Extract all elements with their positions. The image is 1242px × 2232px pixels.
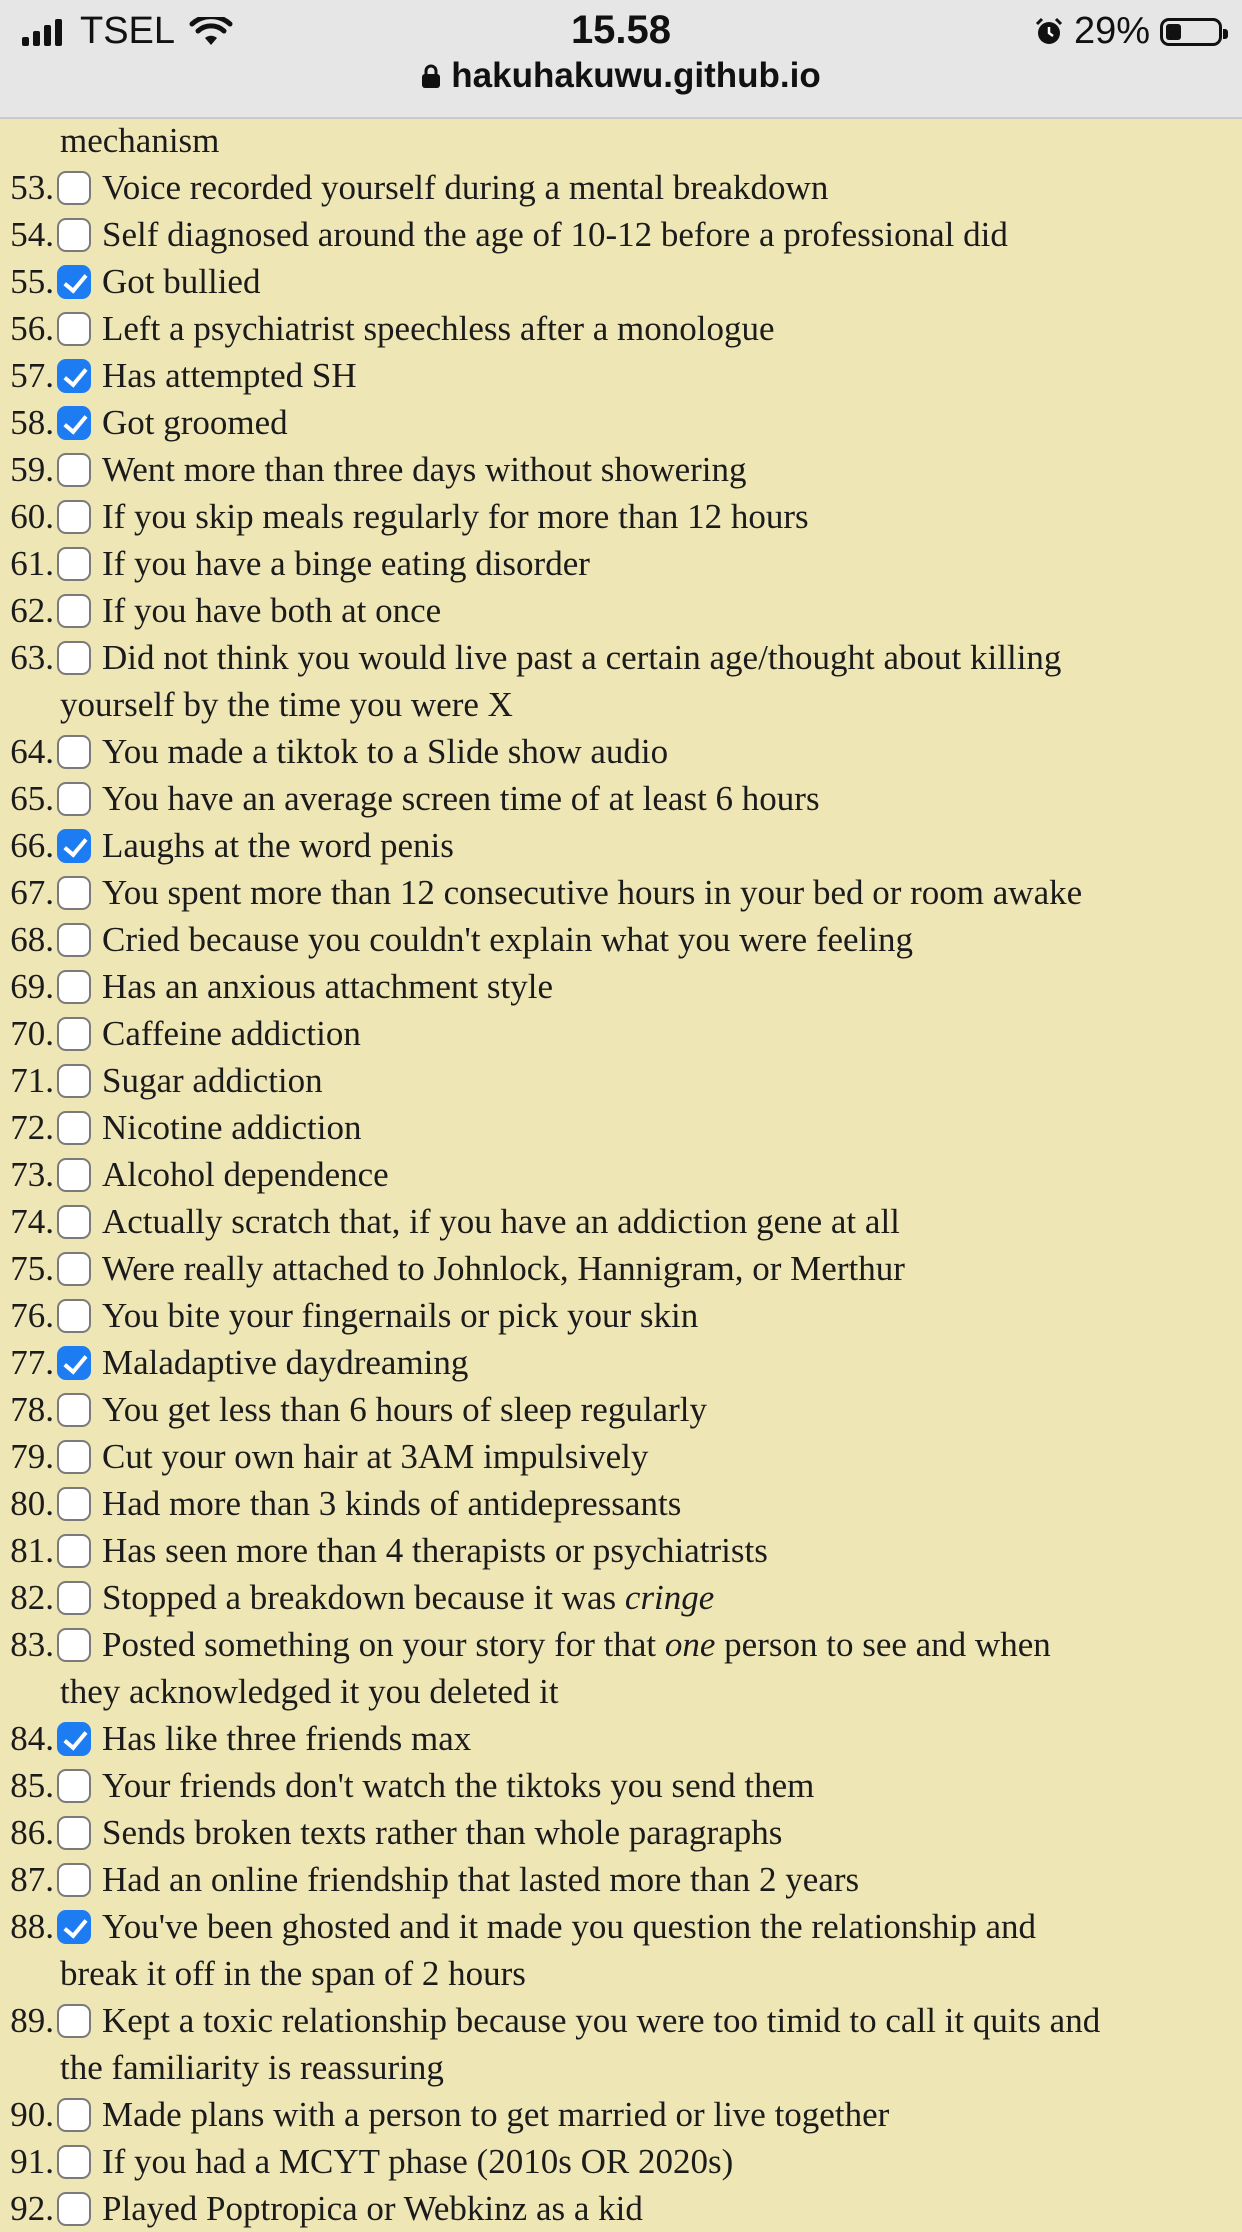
item-text: Cut your own hair at 3AM impulsively — [102, 1437, 649, 1476]
item-label — [0, 822, 1242, 869]
item-number: 80. — [10, 1484, 54, 1523]
list-item — [0, 493, 1242, 540]
item-checkbox[interactable] — [57, 1769, 91, 1803]
list-item — [0, 1856, 1242, 1903]
item-number: 67. — [10, 873, 54, 912]
list-item — [0, 352, 1242, 399]
url-text: hakuhakuwu.github.io — [451, 56, 821, 95]
item-checkbox[interactable] — [57, 1534, 91, 1568]
item-text: Actually scratch that, if you have an addiction gene at all — [102, 1202, 900, 1241]
item-text: You get less than 6 hours of sleep regularly — [102, 1390, 707, 1429]
item-text: Left a psychiatrist speechless after a monologue — [102, 309, 775, 348]
item-number: 77. — [10, 1343, 54, 1382]
item-text: Nicotine addiction — [102, 1108, 362, 1147]
item-checkbox[interactable] — [57, 1252, 91, 1286]
item-text: If you have a binge eating disorder — [102, 544, 590, 583]
item-text: Has like three friends max — [102, 1719, 472, 1758]
item-checkbox[interactable] — [57, 453, 91, 487]
item-label — [0, 963, 1242, 1010]
item-label — [0, 352, 1242, 399]
list-item — [0, 963, 1242, 1010]
item-number: 92. — [10, 2189, 54, 2228]
clock: 15.58 — [570, 8, 672, 52]
list-item — [0, 540, 1242, 587]
item-checkbox[interactable] — [57, 1440, 91, 1474]
item-label — [0, 1527, 1242, 1574]
item-checkbox[interactable] — [57, 218, 91, 252]
item-checkbox[interactable] — [57, 359, 91, 393]
item-text: You have an average screen time of at least 6 hours — [102, 779, 820, 818]
list-item — [0, 164, 1242, 211]
list-item — [0, 1292, 1242, 1339]
item-checkbox[interactable] — [57, 2004, 91, 2038]
item-number: 57. — [10, 356, 54, 395]
item-number: 85. — [10, 1766, 54, 1805]
item-continuation: break it off in the span of 2 hours — [60, 1954, 526, 1993]
item-checkbox[interactable] — [57, 1487, 91, 1521]
item-checkbox[interactable] — [57, 1628, 91, 1662]
item-emphasis: one — [664, 1625, 716, 1664]
item-label — [0, 2138, 1242, 2185]
item-label — [0, 1856, 1242, 1903]
item-label — [0, 1621, 1242, 1668]
item-number: 89. — [10, 2001, 54, 2040]
item-text: Stopped a breakdown because it was — [102, 1578, 625, 1617]
item-number: 87. — [10, 1860, 54, 1899]
list-item — [0, 822, 1242, 869]
item-text: You've been ghosted and it made you question the relationship and — [102, 1907, 1036, 1946]
item-checkbox[interactable] — [57, 1816, 91, 1850]
list-item — [0, 1198, 1242, 1245]
list-item — [0, 634, 1242, 728]
item-text: You made a tiktok to a Slide show audio — [102, 732, 669, 771]
item-text: Sugar addiction — [102, 1061, 323, 1100]
item-number: 73. — [10, 1155, 54, 1194]
item-number: 54. — [10, 215, 54, 254]
item-label — [0, 1433, 1242, 1480]
item-checkbox[interactable] — [57, 829, 91, 863]
list-item — [0, 775, 1242, 822]
item-label — [0, 211, 1242, 258]
item-label — [0, 1574, 1242, 1621]
list-item — [0, 1245, 1242, 1292]
item-label — [0, 587, 1242, 634]
list-item — [0, 587, 1242, 634]
item-number: 75. — [10, 1249, 54, 1288]
item-text: Cried because you couldn't explain what you were feeling — [102, 920, 914, 959]
list-item — [0, 1903, 1242, 1997]
item-number: 88. — [10, 1907, 54, 1946]
item-label — [0, 1057, 1242, 1104]
item-number: 64. — [10, 732, 54, 771]
item-label — [0, 775, 1242, 822]
item-checkbox[interactable] — [57, 735, 91, 769]
list-item — [0, 1433, 1242, 1480]
item-label — [0, 1010, 1242, 1057]
item-checkbox[interactable] — [57, 171, 91, 205]
item-label — [0, 1339, 1242, 1386]
item-text: Had an online friendship that lasted more than 2 years — [102, 1860, 860, 1899]
item-number: 71. — [10, 1061, 54, 1100]
item-checkbox[interactable] — [57, 406, 91, 440]
item-text: Were really attached to Johnlock, Hannigram, or Merthur — [102, 1249, 905, 1288]
list-item — [0, 258, 1242, 305]
item-checkbox[interactable] — [57, 923, 91, 957]
item-number: 90. — [10, 2095, 54, 2134]
list-item — [0, 1386, 1242, 1433]
item-checkbox[interactable] — [57, 1111, 91, 1145]
list-item — [0, 1151, 1242, 1198]
item-text: Sends broken texts rather than whole paragraphs — [102, 1813, 783, 1852]
checklist — [0, 117, 1242, 2232]
item-label — [0, 1762, 1242, 1809]
item-label — [0, 258, 1242, 305]
item-number: 74. — [10, 1202, 54, 1241]
status-right — [1034, 10, 1222, 53]
list-item — [0, 1574, 1242, 1621]
item-checkbox[interactable] — [57, 1064, 91, 1098]
item-number: 61. — [10, 544, 54, 583]
item-checkbox[interactable] — [57, 970, 91, 1004]
item-label — [0, 1245, 1242, 1292]
list-item — [0, 2185, 1242, 2232]
item-number: 91. — [10, 2142, 54, 2181]
item-number: 53. — [10, 168, 54, 207]
item-number: 86. — [10, 1813, 54, 1852]
list-item — [0, 1809, 1242, 1856]
item-number: 81. — [10, 1531, 54, 1570]
item-checkbox[interactable] — [57, 876, 91, 910]
item-checkbox[interactable] — [57, 1910, 91, 1944]
item-text: Alcohol dependence — [102, 1155, 389, 1194]
item-checkbox[interactable] — [57, 1722, 91, 1756]
item-text: Went more than three days without showering — [102, 450, 747, 489]
carrier-name: TSEL — [80, 10, 176, 52]
item-label — [0, 916, 1242, 963]
item-checkbox[interactable] — [57, 1863, 91, 1897]
item-number: 65. — [10, 779, 54, 818]
item-text: Got groomed — [102, 403, 288, 442]
battery-percent: 29% — [1073, 10, 1150, 52]
item-number: 82. — [10, 1578, 54, 1617]
list-item — [0, 1104, 1242, 1151]
item-checkbox[interactable] — [57, 641, 91, 675]
item-number: 69. — [10, 967, 54, 1006]
item-checkbox[interactable] — [57, 594, 91, 628]
item-text: If you had a MCYT phase (2010s OR 2020s) — [102, 2142, 734, 2181]
item-text: Kept a toxic relationship because you were too timid to call it quits and — [102, 2001, 1101, 2040]
list-item — [0, 211, 1242, 258]
item-text: Self diagnosed around the age of 10-12 before a professional did — [102, 215, 1008, 254]
item-number: 72. — [10, 1108, 54, 1147]
list-item — [0, 399, 1242, 446]
item-checkbox[interactable] — [57, 2098, 91, 2132]
item-checkbox[interactable] — [57, 782, 91, 816]
item-checkbox[interactable] — [57, 547, 91, 581]
item-label — [0, 446, 1242, 493]
list-item — [0, 1339, 1242, 1386]
item-label — [0, 728, 1242, 775]
alarm-icon — [1034, 17, 1064, 47]
item-checkbox[interactable] — [57, 1158, 91, 1192]
item-list — [0, 164, 1242, 2232]
item-number: 62. — [10, 591, 54, 630]
item-label — [0, 493, 1242, 540]
list-item — [0, 1527, 1242, 1574]
item-text-after: person to see and when — [715, 1625, 1051, 1664]
item-number: 56. — [10, 309, 54, 348]
item-checkbox[interactable] — [57, 2192, 91, 2226]
item-number: 55. — [10, 262, 54, 301]
item-text: Has seen more than 4 therapists or psychiatrists — [102, 1531, 768, 1570]
item-number: 59. — [10, 450, 54, 489]
item-label — [0, 1715, 1242, 1762]
item-number: 78. — [10, 1390, 54, 1429]
item-text: Voice recorded yourself during a mental breakdown — [102, 168, 829, 207]
item-checkbox[interactable] — [57, 1017, 91, 1051]
item-number: 70. — [10, 1014, 54, 1053]
item-text: Has attempted SH — [102, 356, 357, 395]
item-text: Your friends don't watch the tiktoks you send them — [102, 1766, 815, 1805]
list-item — [0, 305, 1242, 352]
item-continuation: the familiarity is reassuring — [60, 2048, 444, 2087]
item-text: Had more than 3 kinds of antidepressants — [102, 1484, 682, 1523]
item-text: If you have both at once — [102, 591, 442, 630]
item-label — [0, 634, 1242, 681]
item-text: Laughs at the word penis — [102, 826, 454, 865]
item-checkbox[interactable] — [57, 1393, 91, 1427]
item-number: 83. — [10, 1625, 54, 1664]
list-item — [0, 446, 1242, 493]
item-label — [0, 869, 1242, 916]
item-number: 66. — [10, 826, 54, 865]
item-label — [0, 305, 1242, 352]
item-label — [0, 1292, 1242, 1339]
list-item — [0, 2138, 1242, 2185]
list-item — [0, 2091, 1242, 2138]
item-continuation: they acknowledged it you deleted it — [60, 1672, 559, 1711]
item-number: 76. — [10, 1296, 54, 1335]
item-number: 68. — [10, 920, 54, 959]
item-text: Has an anxious attachment style — [102, 967, 553, 1006]
item-label — [0, 1903, 1242, 1950]
item-label — [0, 1480, 1242, 1527]
item-text: Caffeine addiction — [102, 1014, 361, 1053]
item-label — [0, 2185, 1242, 2232]
item-label — [0, 1198, 1242, 1245]
list-item — [0, 1997, 1242, 2091]
list-item — [0, 1010, 1242, 1057]
item-checkbox[interactable] — [57, 1205, 91, 1239]
item-label — [0, 1997, 1242, 2044]
item-text: You spent more than 12 consecutive hours in your bed or room awake — [102, 873, 1083, 912]
item-emphasis: cringe — [624, 1578, 715, 1617]
item-text: Maladaptive daydreaming — [102, 1343, 469, 1382]
list-item — [0, 869, 1242, 916]
item-text: Did not think you would live past a certain age/thought about killing — [102, 638, 1062, 677]
item-number: 60. — [10, 497, 54, 536]
item-label — [0, 1386, 1242, 1433]
item-label — [0, 1809, 1242, 1856]
item-checkbox[interactable] — [57, 2145, 91, 2179]
item-number: 58. — [10, 403, 54, 442]
item-number: 79. — [10, 1437, 54, 1476]
item-text: Got bullied — [102, 262, 261, 301]
lock-icon — [421, 63, 441, 89]
list-item — [0, 1762, 1242, 1809]
list-item — [0, 1621, 1242, 1715]
item-text: Played Poptropica or Webkinz as a kid — [102, 2189, 643, 2228]
status-bar — [0, 0, 1242, 119]
list-item — [0, 1715, 1242, 1762]
item-checkbox[interactable] — [57, 265, 91, 299]
item-checkbox[interactable] — [57, 1581, 91, 1615]
item-number: 63. — [10, 638, 54, 677]
item-label — [0, 164, 1242, 211]
item-label — [0, 540, 1242, 587]
battery-icon — [1160, 18, 1222, 46]
item-text: Made plans with a person to get married or live together — [102, 2095, 890, 2134]
item-continuation: yourself by the time you were X — [60, 685, 513, 724]
list-item — [0, 1057, 1242, 1104]
list-item — [0, 1480, 1242, 1527]
list-item — [0, 916, 1242, 963]
item-label — [0, 399, 1242, 446]
item-checkbox[interactable] — [57, 1346, 91, 1380]
list-item — [0, 728, 1242, 775]
item-number: 84. — [10, 1719, 54, 1758]
item-label — [0, 1104, 1242, 1151]
item-text: If you skip meals regularly for more than 12 hours — [102, 497, 809, 536]
item-checkbox[interactable] — [57, 312, 91, 346]
item-text: Posted something on your story for that — [102, 1625, 665, 1664]
item-label — [0, 1151, 1242, 1198]
item-checkbox[interactable] — [57, 500, 91, 534]
item-text: You bite your fingernails or pick your skin — [102, 1296, 699, 1335]
item-checkbox[interactable] — [57, 1299, 91, 1333]
url-bar[interactable] — [0, 56, 1242, 96]
top-fragment: mechanism — [60, 121, 220, 160]
item-label — [0, 2091, 1242, 2138]
